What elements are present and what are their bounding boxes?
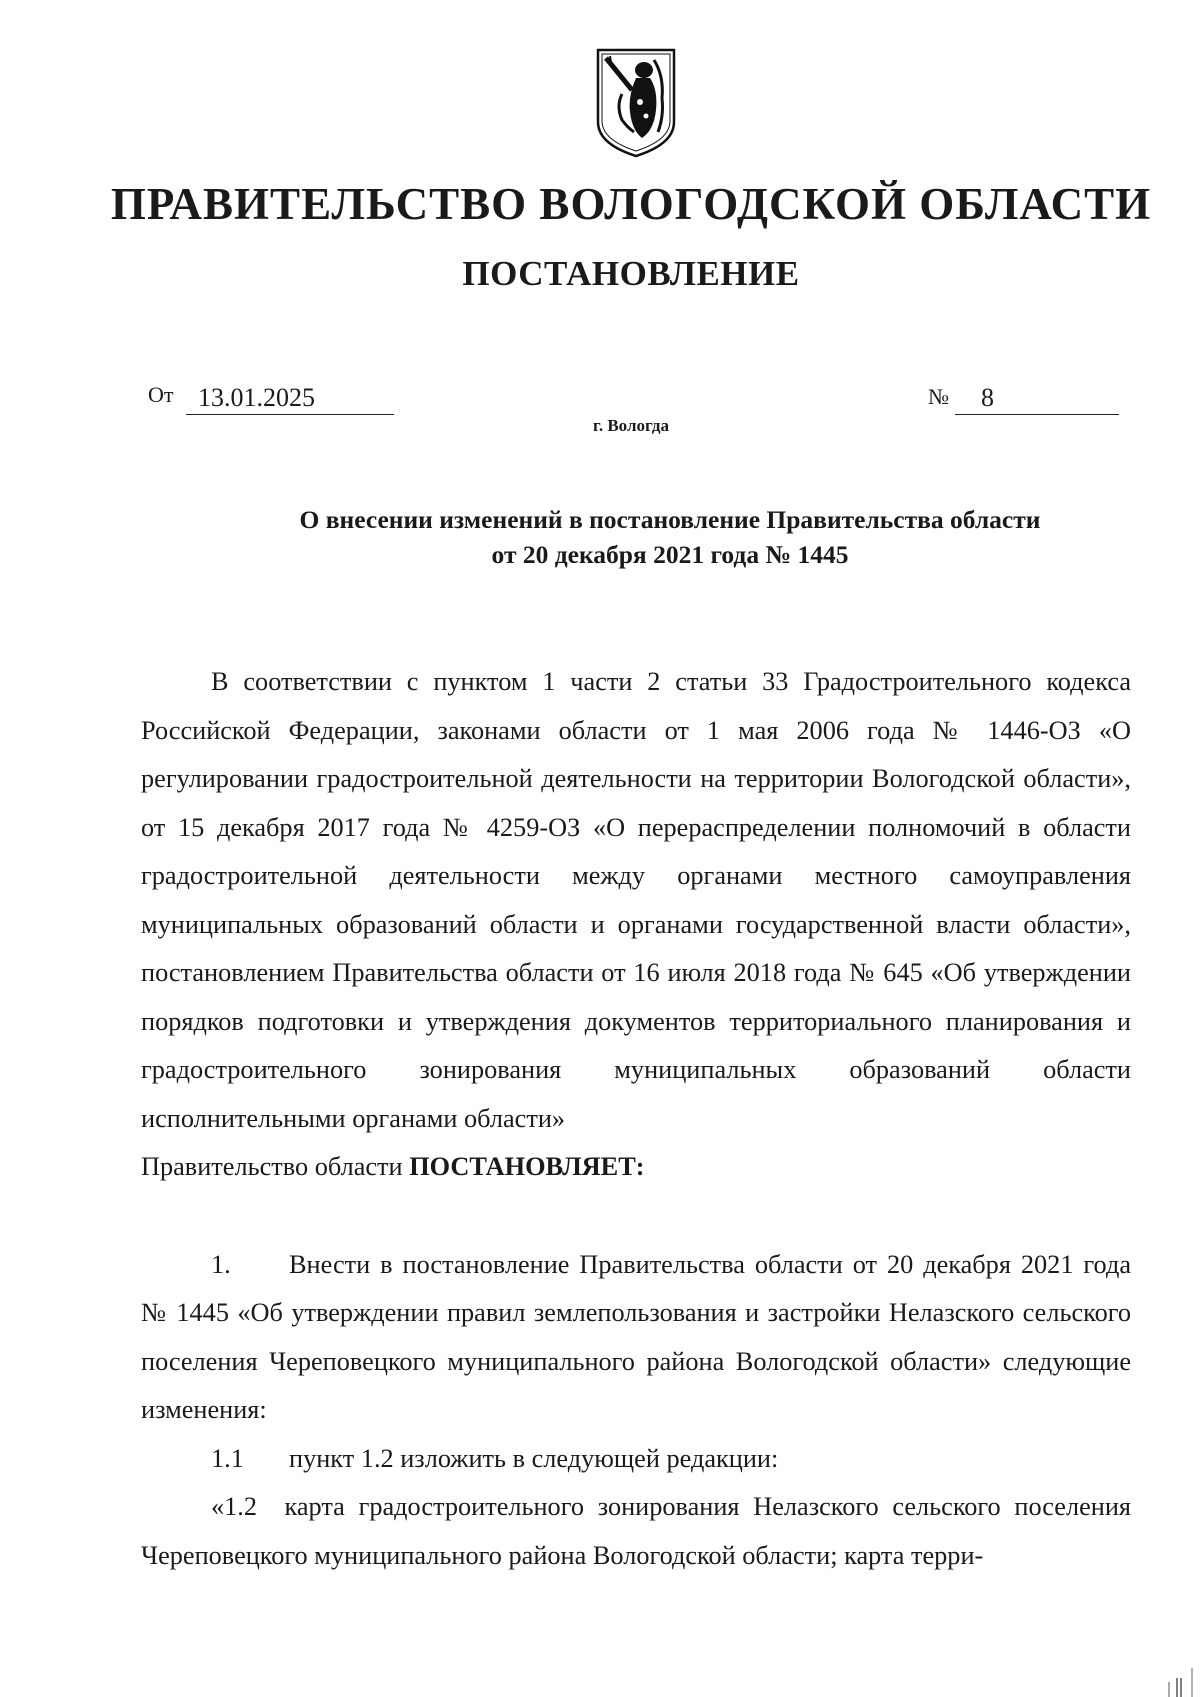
date-prefix: От	[148, 382, 174, 407]
document-number: 8	[955, 383, 1119, 415]
item-1-text: Внести в постановление Правительства области от 20 декабря 2021 года № 1445 «Об утверждении правил землепользования и застройки Нелазского сельского поселения Череповецкого муниципального района Вологодской области» следующие изменения:	[141, 1249, 1131, 1424]
item-1-paragraph	[141, 1241, 1131, 1435]
subject-line-1: О внесении изменений в постановление Правительства области	[299, 505, 1041, 534]
resolves-paragraph	[141, 1143, 1131, 1192]
item-1-1-text: пункт 1.2 изложить в следующей редакции:	[289, 1443, 779, 1473]
quote-number: «1.2	[211, 1492, 258, 1521]
quote-text: карта градостроительного зонирования Нелазского сельского поселения Череповецкого муниципального района Вологодской области; карта терри-	[141, 1492, 1131, 1570]
scan-artifact	[1165, 1668, 1195, 1697]
city: г. Вологда	[593, 416, 669, 435]
item-1-1-paragraph	[141, 1435, 1131, 1484]
document-type: ПОСТАНОВЛЕНИЕ	[462, 254, 800, 293]
resolves-lead: Правительство области	[141, 1152, 410, 1181]
document-date: 13.01.2025	[186, 383, 394, 415]
organization-title: ПРАВИТЕЛЬСТВО ВОЛОГОДСКОЙ ОБЛАСТИ	[110, 179, 1152, 229]
item-1-1-number: 1.1	[211, 1443, 244, 1473]
quote-paragraph	[141, 1483, 1131, 1580]
preamble-paragraph: В соответствии с пунктом 1 части 2 статьи 33 Градостроительного кодекса Российской Федерации, законами области от 1 мая 2006 года № 1446-ОЗ «О регулировании градостроительной деятельности на территории Вологодской области», от 15 декабря 2017 года № 4259-ОЗ «О перераспределении полномочий в области градостроительной деятельности между органами местного самоуправления муниципальных образований области и органами государственной власти области», постановлением Правительства области от 16 июля 2018 года № 645 «Об утверждении порядков подготовки и утверждения документов территориального планирования и градостроительного зонирования муниципальных образований области исполнительными органами области»	[141, 667, 1131, 1133]
document-subject	[240, 502, 1100, 572]
resolves-keyword: ПОСТАНОВЛЯЕТ:	[409, 1152, 645, 1181]
subject-line-2: от 20 декабря 2021 года № 1445	[491, 540, 849, 569]
document-body	[141, 658, 1131, 1580]
number-prefix: №	[928, 384, 949, 409]
item-1-number: 1.	[211, 1249, 231, 1279]
coat-of-arms-icon	[592, 46, 680, 160]
